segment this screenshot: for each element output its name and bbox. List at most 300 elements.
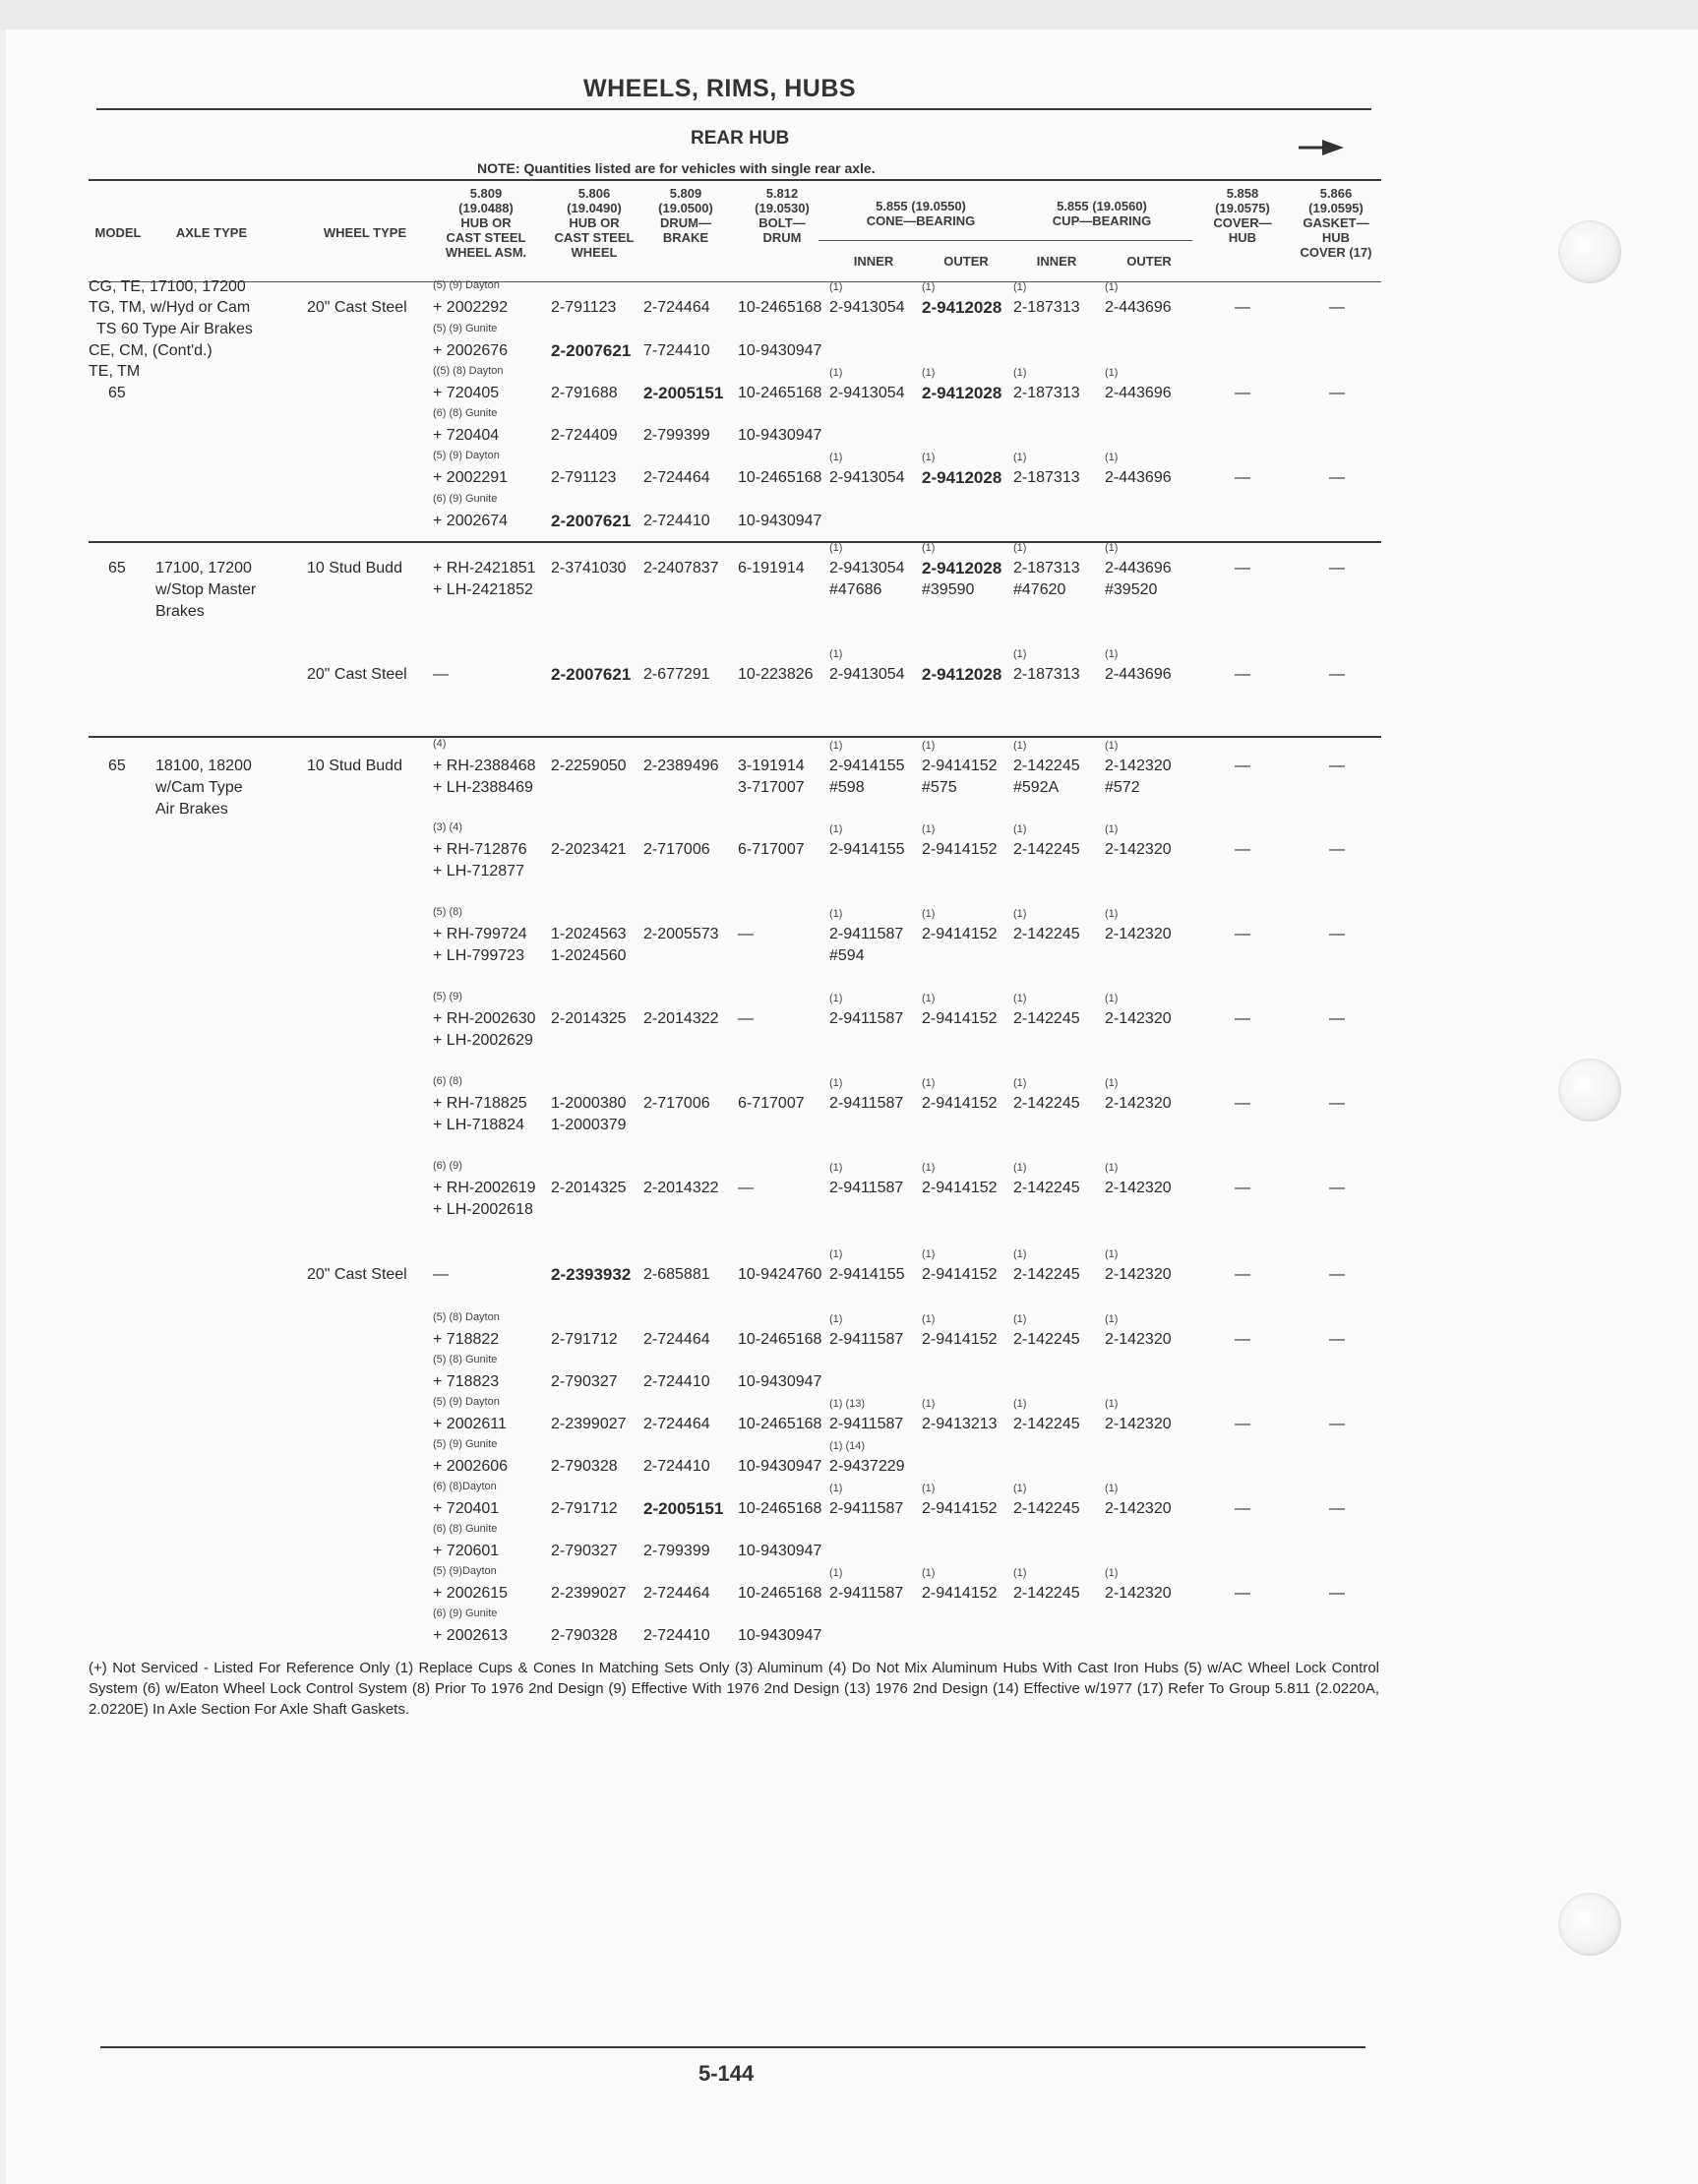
- cover-hub-dash: —: [1235, 385, 1250, 401]
- footnote-marker: (1): [1105, 993, 1119, 1004]
- part-number-cell: 2-791123: [551, 299, 617, 316]
- cover-hub-dash: —: [1235, 299, 1250, 316]
- model-cell: 65: [108, 560, 126, 576]
- part-number-cell: 2-142245: [1013, 1585, 1080, 1602]
- footnote-marker: (1): [922, 1077, 936, 1089]
- part-number-cell: 2-9414155: [829, 1266, 905, 1283]
- gasket-dash: —: [1329, 666, 1345, 683]
- reference-note: (6) (9): [433, 1160, 462, 1172]
- part-number-cell: 3-717007: [738, 779, 805, 796]
- header-cone-bearing: 5.855 (19.0550) CONE—BEARING: [866, 199, 976, 228]
- reference-note: (3) (4): [433, 821, 462, 833]
- part-number-cell: 2-9412028: [922, 384, 1002, 402]
- footnote-marker: (1): [922, 993, 936, 1004]
- part-number-cell: 2-142320: [1105, 1585, 1172, 1602]
- part-number-cell: #47686: [829, 581, 882, 598]
- footnote-marker: (1): [1013, 1162, 1027, 1174]
- model-cell: TE, TM: [89, 363, 141, 380]
- reference-note: (5) (8) Gunite: [433, 1354, 498, 1365]
- footnote-marker: (1): [1013, 908, 1027, 920]
- footnote-marker: (1): [829, 542, 843, 554]
- cover-hub-dash: —: [1235, 926, 1250, 942]
- part-number-cell: 2-9413054: [829, 666, 905, 683]
- part-number-cell: 2-724410: [643, 513, 710, 529]
- part-number-cell: #39590: [922, 581, 975, 598]
- binder-hole-bottom: [1558, 1893, 1621, 1956]
- part-number-cell: 10-9430947: [738, 1627, 822, 1644]
- part-number-cell: + 2002615: [433, 1585, 509, 1602]
- reference-note: (6) (9) Gunite: [433, 493, 498, 505]
- part-number-cell: 10-9430947: [738, 342, 822, 359]
- part-number-cell: 2-9414152: [922, 1500, 998, 1517]
- binder-hole-middle: [1558, 1059, 1621, 1122]
- footnote-marker: (1): [1013, 1567, 1027, 1579]
- part-number-cell: 2-677291: [643, 666, 710, 683]
- part-number-cell: + 2002292: [433, 299, 509, 316]
- reference-note: (6) (8) Gunite: [433, 1523, 498, 1535]
- cover-hub-dash: —: [1235, 1500, 1250, 1517]
- part-number-cell: + LH-712877: [433, 863, 524, 880]
- part-number-cell: 2-142320: [1105, 1180, 1172, 1196]
- part-number-cell: —: [433, 1266, 449, 1283]
- model-cell: 65: [108, 385, 126, 401]
- part-number-cell: 2-142245: [1013, 1331, 1080, 1348]
- part-number-cell: 2-187313: [1013, 469, 1080, 486]
- gasket-dash: —: [1329, 1010, 1345, 1027]
- part-number-cell: 2-9412028: [922, 468, 1002, 487]
- header-hub-wheel: 5.806 (19.0490) HUB OR CAST STEEL WHEEL: [554, 186, 635, 260]
- part-number-cell: 2-142320: [1105, 926, 1172, 942]
- gasket-dash: —: [1329, 1331, 1345, 1348]
- part-number-cell: + 720601: [433, 1543, 500, 1559]
- part-number-cell: #594: [829, 947, 865, 964]
- part-number-cell: 2-799399: [643, 427, 710, 444]
- footnote-marker: (1): [829, 1162, 843, 1174]
- header-gasket: 5.866 (19.0595) GASKET— HUB COVER (17): [1300, 186, 1372, 260]
- part-number-cell: 2-2399027: [551, 1585, 627, 1602]
- part-number-cell: 2-9413054: [829, 469, 905, 486]
- part-number-cell: 2-443696: [1105, 385, 1172, 401]
- gasket-dash: —: [1329, 1266, 1345, 1283]
- part-number-cell: + LH-2002618: [433, 1201, 533, 1218]
- part-number-cell: 2-2399027: [551, 1416, 627, 1432]
- part-number-cell: —: [433, 666, 449, 683]
- part-number-cell: 2-9414152: [922, 1010, 998, 1027]
- footnote-marker: (1): [829, 993, 843, 1004]
- title-rule: [96, 108, 1371, 110]
- cover-hub-dash: —: [1235, 1180, 1250, 1196]
- part-number-cell: + 2002606: [433, 1458, 509, 1475]
- cover-hub-dash: —: [1235, 1095, 1250, 1112]
- gasket-dash: —: [1329, 841, 1345, 858]
- header-axle-type: AXLE TYPE: [175, 225, 248, 240]
- header-cup-inner: INNER: [1036, 254, 1077, 269]
- footnote-marker: (1): [1105, 1248, 1119, 1260]
- scan-left-edge: [0, 30, 6, 2184]
- model-cell: 20" Cast Steel: [307, 299, 407, 316]
- part-number-cell: + RH-712876: [433, 841, 527, 858]
- footnote-marker: (1): [922, 1398, 936, 1410]
- model-cell: 10 Stud Budd: [307, 758, 402, 774]
- cover-hub-dash: —: [1235, 666, 1250, 683]
- part-number-cell: 2-9414152: [922, 926, 998, 942]
- part-number-cell: 6-191914: [738, 560, 805, 576]
- part-number-cell: 2-724464: [643, 299, 710, 316]
- model-cell: w/Cam Type: [155, 779, 243, 796]
- part-number-cell: #47620: [1013, 581, 1066, 598]
- part-number-cell: 2-9412028: [922, 559, 1002, 577]
- part-number-cell: + RH-799724: [433, 926, 527, 942]
- header-cup-outer: OUTER: [1126, 254, 1172, 269]
- part-number-cell: + 2002676: [433, 342, 509, 359]
- part-number-cell: 2-9411587: [829, 1331, 904, 1348]
- footnote-marker: (1): [1105, 740, 1119, 752]
- gasket-dash: —: [1329, 385, 1345, 401]
- footnote-marker: (1): [1105, 1567, 1119, 1579]
- gasket-dash: —: [1329, 758, 1345, 774]
- part-number-cell: 10-9430947: [738, 427, 822, 444]
- part-number-cell: 10-9430947: [738, 1543, 822, 1559]
- part-number-cell: 2-9412028: [922, 665, 1002, 684]
- section-divider-1: [89, 541, 1381, 543]
- part-number-cell: 2-142320: [1105, 1500, 1172, 1517]
- part-number-cell: 2-2014322: [643, 1010, 719, 1027]
- model-cell: CG, TE, 17100, 17200: [89, 278, 246, 295]
- part-number-cell: 2-142320: [1105, 1266, 1172, 1283]
- footnote-marker: (1): [922, 542, 936, 554]
- part-number-cell: 2-791712: [551, 1331, 618, 1348]
- gasket-dash: —: [1329, 1095, 1345, 1112]
- part-number-cell: 2-2014325: [551, 1010, 627, 1027]
- part-number-cell: 2-142245: [1013, 758, 1080, 774]
- part-number-cell: 2-443696: [1105, 469, 1172, 486]
- part-number-cell: 2-9412028: [922, 298, 1002, 317]
- gasket-dash: —: [1329, 1585, 1345, 1602]
- reference-note: (5) (9) Dayton: [433, 1396, 500, 1408]
- part-number-cell: 2-685881: [643, 1266, 710, 1283]
- part-number-cell: 2-9411587: [829, 1500, 904, 1517]
- part-number-cell: #572: [1105, 779, 1140, 796]
- reference-note: ((5) (8) Dayton: [433, 365, 504, 377]
- part-number-cell: 2-2007621: [551, 665, 632, 684]
- footnote-marker: (1): [1013, 367, 1027, 379]
- part-number-cell: 2-790328: [551, 1458, 618, 1475]
- footnote-marker: (1): [1013, 1248, 1027, 1260]
- part-number-cell: 2-2007621: [551, 341, 632, 360]
- model-cell: Brakes: [155, 603, 205, 620]
- reference-note: (5) (9): [433, 991, 462, 1002]
- footnote-marker: (1): [922, 1248, 936, 1260]
- part-number-cell: 2-9411587: [829, 1010, 904, 1027]
- part-number-cell: 10-9430947: [738, 513, 822, 529]
- part-number-cell: 2-3741030: [551, 560, 627, 576]
- part-number-cell: 2-142320: [1105, 1331, 1172, 1348]
- footnote-marker: (1): [1013, 1483, 1027, 1494]
- part-number-cell: 10-223826: [738, 666, 814, 683]
- footnote-marker: (1): [922, 823, 936, 835]
- part-number-cell: 2-2389496: [643, 758, 719, 774]
- part-number-cell: 2-790327: [551, 1543, 618, 1559]
- part-number-cell: 10-2465168: [738, 299, 822, 316]
- footnote-marker: (1): [829, 1567, 843, 1579]
- part-number-cell: 2-9414152: [922, 1180, 998, 1196]
- part-number-cell: 2-9414152: [922, 1331, 998, 1348]
- binder-hole-top: [1558, 220, 1621, 283]
- part-number-cell: + RH-2002630: [433, 1010, 536, 1027]
- part-number-cell: 6-717007: [738, 1095, 805, 1112]
- footnote-marker: (1): [1013, 740, 1027, 752]
- part-number-cell: 2-142245: [1013, 1500, 1080, 1517]
- header-cone-outer: OUTER: [943, 254, 989, 269]
- part-number-cell: 1-2024560: [551, 947, 627, 964]
- scan-top-edge: [0, 0, 1698, 30]
- model-cell: TS 60 Type Air Brakes: [96, 321, 253, 337]
- part-number-cell: 2-724464: [643, 1331, 710, 1348]
- footnote-marker: (1): [1013, 542, 1027, 554]
- part-number-cell: 2-799399: [643, 1543, 710, 1559]
- header-drum-brake: 5.809 (19.0500) DRUM— BRAKE: [658, 186, 713, 245]
- footnote-marker: (1): [922, 1567, 936, 1579]
- part-number-cell: 2-724464: [643, 1416, 710, 1432]
- part-number-cell: 2-142245: [1013, 1095, 1080, 1112]
- part-number-cell: 7-724410: [643, 342, 710, 359]
- cover-hub-dash: —: [1235, 841, 1250, 858]
- footnote-marker: (1): [1013, 1398, 1027, 1410]
- part-number-cell: 2-9411587: [829, 1095, 904, 1112]
- footnote-marker: (1): [922, 1313, 936, 1325]
- reference-note: (5) (8) Dayton: [433, 1311, 500, 1323]
- part-number-cell: 2-187313: [1013, 385, 1080, 401]
- part-number-cell: 2-142245: [1013, 926, 1080, 942]
- part-number-cell: 2-9411587: [829, 1585, 904, 1602]
- gasket-dash: —: [1329, 1416, 1345, 1432]
- part-number-cell: + LH-718824: [433, 1117, 524, 1133]
- footnote-marker: (1): [1105, 1483, 1119, 1494]
- cover-hub-dash: —: [1235, 1266, 1250, 1283]
- model-cell: 18100, 18200: [155, 758, 252, 774]
- footnote-marker: (1): [829, 1248, 843, 1260]
- part-number-cell: + 2002674: [433, 513, 509, 529]
- part-number-cell: 2-2023421: [551, 841, 627, 858]
- part-number-cell: 2-142320: [1105, 1010, 1172, 1027]
- quantity-note: NOTE: Quantities listed are for vehicles with single rear axle.: [477, 160, 876, 176]
- footnote-marker: (1): [922, 908, 936, 920]
- footnote-marker: (1): [1105, 542, 1119, 554]
- footnote-marker: (1): [1013, 648, 1027, 660]
- part-number-cell: 10-2465168: [738, 1416, 822, 1432]
- part-number-cell: #598: [829, 779, 865, 796]
- footnote-marker: (1): [829, 1077, 843, 1089]
- footnote-marker: (1): [1105, 908, 1119, 920]
- model-cell: 20" Cast Steel: [307, 666, 407, 683]
- part-number-cell: 2-790327: [551, 1373, 618, 1390]
- part-number-cell: 10-9430947: [738, 1373, 822, 1390]
- reference-note: (5) (9) Gunite: [433, 1438, 498, 1450]
- part-number-cell: #39520: [1105, 581, 1158, 598]
- part-number-cell: 2-9414152: [922, 1266, 998, 1283]
- part-number-cell: + LH-799723: [433, 947, 524, 964]
- part-number-cell: 10-2465168: [738, 1585, 822, 1602]
- part-number-cell: 2-9414152: [922, 1095, 998, 1112]
- part-number-cell: 2-724464: [643, 469, 710, 486]
- part-number-cell: 2-443696: [1105, 299, 1172, 316]
- footnote-marker: (1): [1105, 367, 1119, 379]
- footnote-marker: (1): [922, 1162, 936, 1174]
- part-number-cell: 6-717007: [738, 841, 805, 858]
- part-number-cell: 2-724410: [643, 1458, 710, 1475]
- reference-note: (6) (8) Gunite: [433, 407, 498, 419]
- part-number-cell: + 720404: [433, 427, 500, 444]
- part-number-cell: 2-142245: [1013, 1416, 1080, 1432]
- reference-note: (5) (9)Dayton: [433, 1565, 497, 1577]
- part-number-cell: 2-2014325: [551, 1180, 627, 1196]
- part-number-cell: 2-142245: [1013, 1010, 1080, 1027]
- footer-rule: [100, 2046, 1365, 2048]
- reference-note: (6) (8)Dayton: [433, 1481, 497, 1492]
- part-number-cell: #575: [922, 779, 957, 796]
- part-number-cell: 2-724409: [551, 427, 618, 444]
- part-number-cell: 2-9414152: [922, 841, 998, 858]
- part-number-cell: 2-142320: [1105, 1095, 1172, 1112]
- part-number-cell: #592A: [1013, 779, 1060, 796]
- footnote-marker: (1): [829, 648, 843, 660]
- part-number-cell: —: [738, 926, 754, 942]
- part-number-cell: 2-142320: [1105, 841, 1172, 858]
- footnote-marker: (1): [829, 281, 843, 293]
- part-number-cell: 10-2465168: [738, 1500, 822, 1517]
- header-cup-bearing: 5.855 (19.0560) CUP—BEARING: [1052, 199, 1152, 228]
- part-number-cell: 2-717006: [643, 1095, 710, 1112]
- reference-note: (4): [433, 738, 447, 750]
- gasket-dash: —: [1329, 1180, 1345, 1196]
- part-number-cell: 2-2005151: [643, 1499, 724, 1518]
- footnote-marker: (1): [922, 367, 936, 379]
- part-number-cell: 2-724410: [643, 1373, 710, 1390]
- arrow-right-icon: [1297, 136, 1346, 159]
- part-number-cell: 2-9413054: [829, 299, 905, 316]
- part-number-cell: 2-9413054: [829, 385, 905, 401]
- part-number-cell: 2-9413054: [829, 560, 905, 576]
- part-number-cell: + LH-2002629: [433, 1032, 533, 1049]
- footnote-marker: (1): [1105, 648, 1119, 660]
- part-number-cell: 2-9411587: [829, 1180, 904, 1196]
- header-bolt-drum: 5.812 (19.0530) BOLT— DRUM: [755, 186, 810, 245]
- part-number-cell: 2-724410: [643, 1627, 710, 1644]
- reference-note: (5) (9) Gunite: [433, 323, 498, 334]
- part-number-cell: 2-142320: [1105, 1416, 1172, 1432]
- part-number-cell: + 2002291: [433, 469, 509, 486]
- part-number-cell: 2-791123: [551, 469, 617, 486]
- part-number-cell: 2-187313: [1013, 560, 1080, 576]
- footnote-marker: (1): [1013, 281, 1027, 293]
- footnote-marker: (1): [1105, 281, 1119, 293]
- model-cell: TG, TM, w/Hyd or Cam: [89, 299, 251, 316]
- part-number-cell: 1-2000380: [551, 1095, 627, 1112]
- part-number-cell: + 720405: [433, 385, 500, 401]
- part-number-cell: 2-791712: [551, 1500, 618, 1517]
- gasket-dash: —: [1329, 926, 1345, 942]
- footnote-marker: (1): [1013, 452, 1027, 463]
- part-number-cell: 10-9424760: [738, 1266, 822, 1283]
- part-number-cell: 1-2024563: [551, 926, 627, 942]
- cover-hub-dash: —: [1235, 1331, 1250, 1348]
- page-number: 5-144: [698, 2061, 755, 2086]
- model-cell: Air Brakes: [155, 801, 228, 818]
- cover-hub-dash: —: [1235, 758, 1250, 774]
- footnote-marker: (1): [829, 740, 843, 752]
- part-number-cell: + RH-718825: [433, 1095, 527, 1112]
- model-cell: 17100, 17200: [155, 560, 252, 576]
- part-number-cell: 3-191914: [738, 758, 805, 774]
- part-number-cell: 2-9437229: [829, 1458, 905, 1475]
- footnote-marker: (1): [922, 1483, 936, 1494]
- part-number-cell: 2-724464: [643, 1585, 710, 1602]
- reference-note: (5) (9) Dayton: [433, 450, 500, 461]
- model-cell: w/Stop Master: [155, 581, 257, 598]
- footnote-marker: (1): [1105, 1162, 1119, 1174]
- gasket-dash: —: [1329, 1500, 1345, 1517]
- model-cell: 10 Stud Budd: [307, 560, 402, 576]
- part-number-cell: 2-790328: [551, 1627, 618, 1644]
- part-number-cell: 2-9414152: [922, 758, 998, 774]
- part-number-cell: + 720401: [433, 1500, 500, 1517]
- part-number-cell: —: [738, 1010, 754, 1027]
- part-number-cell: + LH-2388469: [433, 779, 533, 796]
- part-number-cell: + 2002613: [433, 1627, 509, 1644]
- model-cell: 65: [108, 758, 126, 774]
- part-number-cell: 2-187313: [1013, 666, 1080, 683]
- part-number-cell: 2-2407837: [643, 560, 719, 576]
- part-number-cell: 2-142320: [1105, 758, 1172, 774]
- header-wheel-type: WHEEL TYPE: [323, 225, 407, 240]
- part-number-cell: 2-443696: [1105, 560, 1172, 576]
- part-number-cell: 2-443696: [1105, 666, 1172, 683]
- part-number-cell: —: [738, 1180, 754, 1196]
- page-title: WHEELS, RIMS, HUBS: [583, 75, 857, 102]
- header-model: MODEL: [94, 225, 142, 240]
- part-number-cell: 2-2007621: [551, 512, 632, 530]
- gasket-dash: —: [1329, 560, 1345, 576]
- gasket-dash: —: [1329, 299, 1345, 316]
- part-number-cell: 2-9411587: [829, 926, 904, 942]
- model-cell: 20" Cast Steel: [307, 1266, 407, 1283]
- cover-hub-dash: —: [1235, 1585, 1250, 1602]
- part-number-cell: 2-791688: [551, 385, 618, 401]
- part-number-cell: + LH-2421852: [433, 581, 533, 598]
- part-number-cell: 2-2005573: [643, 926, 719, 942]
- footnote-marker: (1): [829, 1483, 843, 1494]
- cover-hub-dash: —: [1235, 560, 1250, 576]
- footnote-marker: (1): [922, 740, 936, 752]
- part-number-cell: + RH-2388468: [433, 758, 536, 774]
- part-number-cell: 2-142245: [1013, 1180, 1080, 1196]
- cover-hub-dash: —: [1235, 469, 1250, 486]
- footnote-marker: (1): [829, 367, 843, 379]
- part-number-cell: 2-717006: [643, 841, 710, 858]
- model-cell: CE, CM, (Cont'd.): [89, 342, 212, 359]
- part-number-cell: 2-9411587: [829, 1416, 904, 1432]
- footnote-marker: (1): [1105, 823, 1119, 835]
- footnote-marker: (1): [829, 1313, 843, 1325]
- header-bottom-rule: [89, 281, 1381, 282]
- footnote-marker: (1): [829, 823, 843, 835]
- cone-cup-rule: [819, 240, 1192, 241]
- cover-hub-dash: —: [1235, 1010, 1250, 1027]
- header-cover-hub: 5.858 (19.0575) COVER— HUB: [1213, 186, 1272, 245]
- footnote-marker: (1): [922, 452, 936, 463]
- part-number-cell: 2-9414155: [829, 841, 905, 858]
- footnote-marker: (1) (14): [829, 1440, 866, 1452]
